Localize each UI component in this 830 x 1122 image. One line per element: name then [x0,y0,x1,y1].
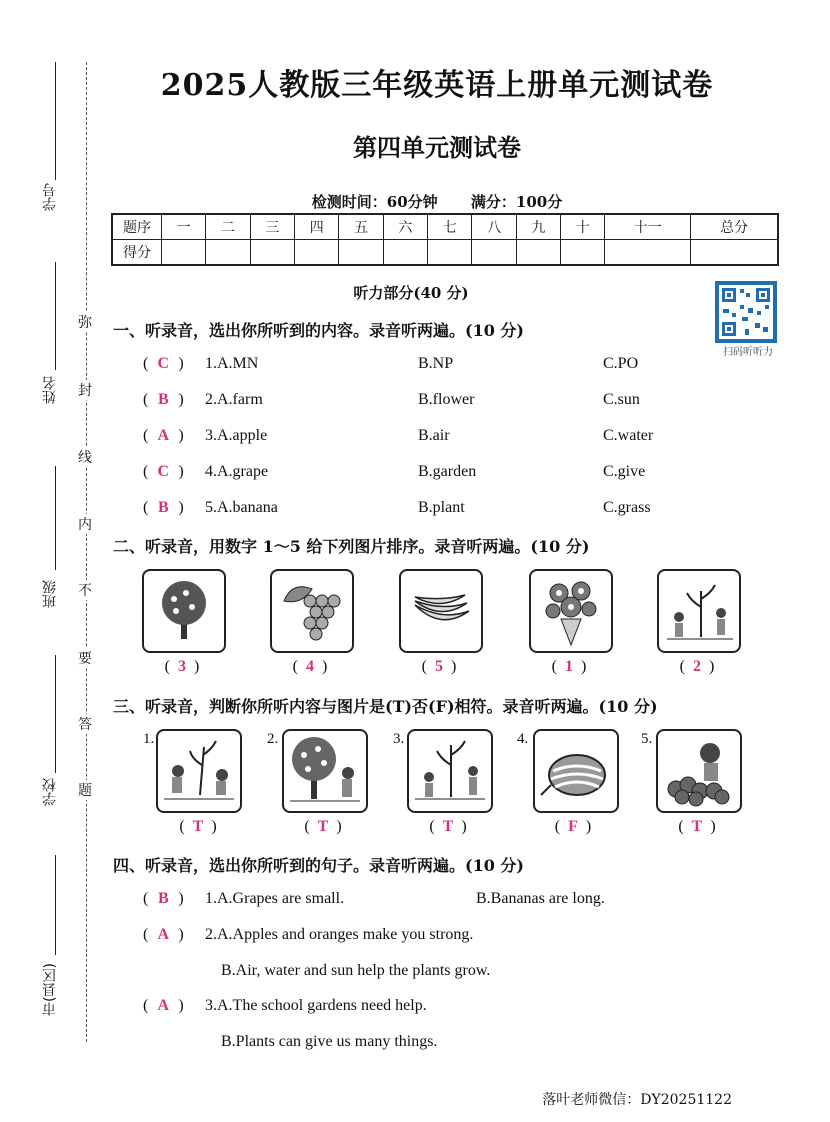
s1-question: ( C ) 4.A.grape [143,463,269,480]
score-col: 七 [428,214,472,240]
option-b: B.Air, water and sun help the plants grow. [221,962,491,979]
tree-icon [142,569,226,653]
option-b: B.plant [418,499,465,516]
answer-mark: A [157,427,170,444]
option-b: B.Plants can give us many things. [221,1033,438,1050]
answer-mark: T [192,818,204,835]
fruit-tree-boy-icon [282,729,368,813]
score-table-label: 得分 [112,240,162,266]
s1-question: ( C ) 1.A.MN [143,355,259,372]
grapes-icon [270,569,354,653]
s4-question: ( A ) 3.A.The school gardens need help. [143,997,427,1014]
answer-mark: 5 [435,658,443,675]
footer-note: 落叶老师微信：DY20251122 [542,1092,732,1108]
score-col: 九 [516,214,560,240]
option-b: B.flower [418,391,475,408]
option-c: C.PO [603,355,639,372]
answer-mark: C [157,463,170,480]
listening-title: 听力部分(40 分) [353,284,469,302]
seal-char: 内 [78,514,92,534]
option-b: B.air [418,427,450,444]
answer-mark: A [157,926,170,943]
section4-heading: 四、听录音，选出你所听到的句子。录音听两遍。(10 分) [113,856,524,875]
score-table-score-row [112,240,778,266]
score-col: 六 [383,214,427,240]
score-table-header-row [112,214,778,240]
score-cell[interactable] [339,240,383,266]
section1-heading: 一、听录音，选出你所听到的内容。录音听两遍。(10 分) [113,321,524,340]
score-col: 二 [206,214,250,240]
score-table-label: 题序 [112,214,162,240]
city-label: 市(县区) [42,963,58,1016]
bananas-icon [399,569,483,653]
s2-answer: ( 5 ) [421,658,457,675]
option-b: B.garden [418,463,477,480]
s1-question: ( B ) 2.A.farm [143,391,263,408]
student-no-label: 学号 [42,183,58,211]
picture-number: 2. [267,731,279,747]
answer-mark: 2 [693,658,701,675]
option-a: 3.A.apple [205,427,268,444]
class-label: 班级 [42,580,58,608]
score-cell[interactable] [428,240,472,266]
qr-code-icon[interactable] [715,281,777,343]
score-col: 八 [472,214,516,240]
name-label: 姓名 [42,376,58,404]
s2-answer: ( 4 ) [292,658,328,675]
picture-number: 1. [143,731,155,747]
option-b: B.Bananas are long. [476,890,605,907]
option-c: C.sun [603,391,640,408]
s3-answer: ( T ) [429,818,467,835]
answer-mark: B [157,499,169,516]
seal-char: 题 [78,780,92,800]
picture-number: 3. [393,731,405,747]
picture-number: 4. [517,731,529,747]
seal-char: 不 [78,580,92,600]
s2-answer: ( 2 ) [679,658,715,675]
answer-mark: T [442,818,454,835]
girl-flowers-icon [656,729,742,813]
flowers-icon [529,569,613,653]
score-cell[interactable] [295,240,339,266]
score-col: 总分 [691,214,778,240]
score-col: 十 [561,214,605,240]
answer-mark: 3 [178,658,186,675]
s1-question: ( A ) 3.A.apple [143,427,268,444]
answer-mark: A [157,997,170,1014]
score-table [111,213,779,266]
picture-number: 5. [641,731,653,747]
section3-heading: 三、听录音，判断你所听内容与图片是(T)否(F)相符。录音听两遍。(10 分) [113,697,658,716]
score-cell[interactable] [383,240,427,266]
score-cell[interactable] [691,240,778,266]
seal-char: 弥 [78,312,92,332]
s2-answer: ( 3 ) [164,658,200,675]
kids-planting-icon [156,729,242,813]
exam-meta [22,191,830,212]
option-a: 1.A.MN [205,355,259,372]
option-a: 2.A.farm [205,391,263,408]
answer-mark: T [691,818,703,835]
seal-char: 封 [78,380,92,400]
option-c: C.give [603,463,646,480]
seal-char: 线 [78,447,92,467]
s4-question: ( A ) 2.A.Apples and oranges make you strong. [143,926,474,943]
s3-answer: ( T ) [678,818,716,835]
score-col: 五 [339,214,383,240]
option-a: 1.A.Grapes are small. [205,890,345,907]
option-c: C.grass [603,499,651,516]
score-col: 四 [295,214,339,240]
school-label: 学校 [42,778,58,806]
option-a: 2.A.Apples and oranges make you strong. [205,926,474,943]
kids-watering-plant-icon [657,569,741,653]
s3-answer: ( F ) [554,818,592,835]
score-col: 一 [162,214,206,240]
answer-mark: F [568,818,578,835]
seal-char: 答 [78,714,92,734]
margin-line [55,262,56,370]
watermelon-icon [533,729,619,813]
margin-line [55,855,56,955]
margin-line [55,466,56,570]
answer-mark: 4 [306,658,314,675]
score-col: 十一 [605,214,691,240]
score-col: 三 [250,214,294,240]
answer-mark: B [157,890,169,907]
score-cell[interactable] [162,240,206,266]
seal-char: 要 [78,648,92,668]
s1-question: ( B ) 5.A.banana [143,499,278,516]
exam-time: 检测时间：60分钟 [311,193,438,211]
score-cell[interactable] [472,240,516,266]
section2-heading: 二、听录音，用数字 1～5 给下列图片排序。录音听两遍。(10 分) [113,537,590,556]
option-b: B.NP [418,355,454,372]
answer-mark: C [157,355,170,372]
page-subtitle: 第四单元测试卷 [353,133,521,162]
s3-answer: ( T ) [179,818,217,835]
s2-answer: ( 1 ) [551,658,587,675]
option-c: C.water [603,427,654,444]
option-a: 4.A.grape [205,463,269,480]
qr-label: 扫码听听力 [723,347,773,358]
s4-question: ( B ) 1.A.Grapes are small. [143,890,345,907]
answer-mark: B [157,391,169,408]
kids-watering-icon [407,729,493,813]
exam-full-score: 满分：100分 [470,193,563,211]
score-cell[interactable] [206,240,250,266]
option-a: 5.A.banana [205,499,278,516]
score-cell[interactable] [250,240,294,266]
answer-mark: T [317,818,329,835]
answer-mark: 1 [565,658,573,675]
margin-line [55,655,56,773]
page-title: 2025人教版三年级英语上册单元测试卷 [160,68,714,103]
score-cell[interactable] [516,240,560,266]
score-cell[interactable] [605,240,691,266]
score-cell[interactable] [561,240,605,266]
s3-answer: ( T ) [304,818,342,835]
option-a: 3.A.The school gardens need help. [205,997,427,1014]
